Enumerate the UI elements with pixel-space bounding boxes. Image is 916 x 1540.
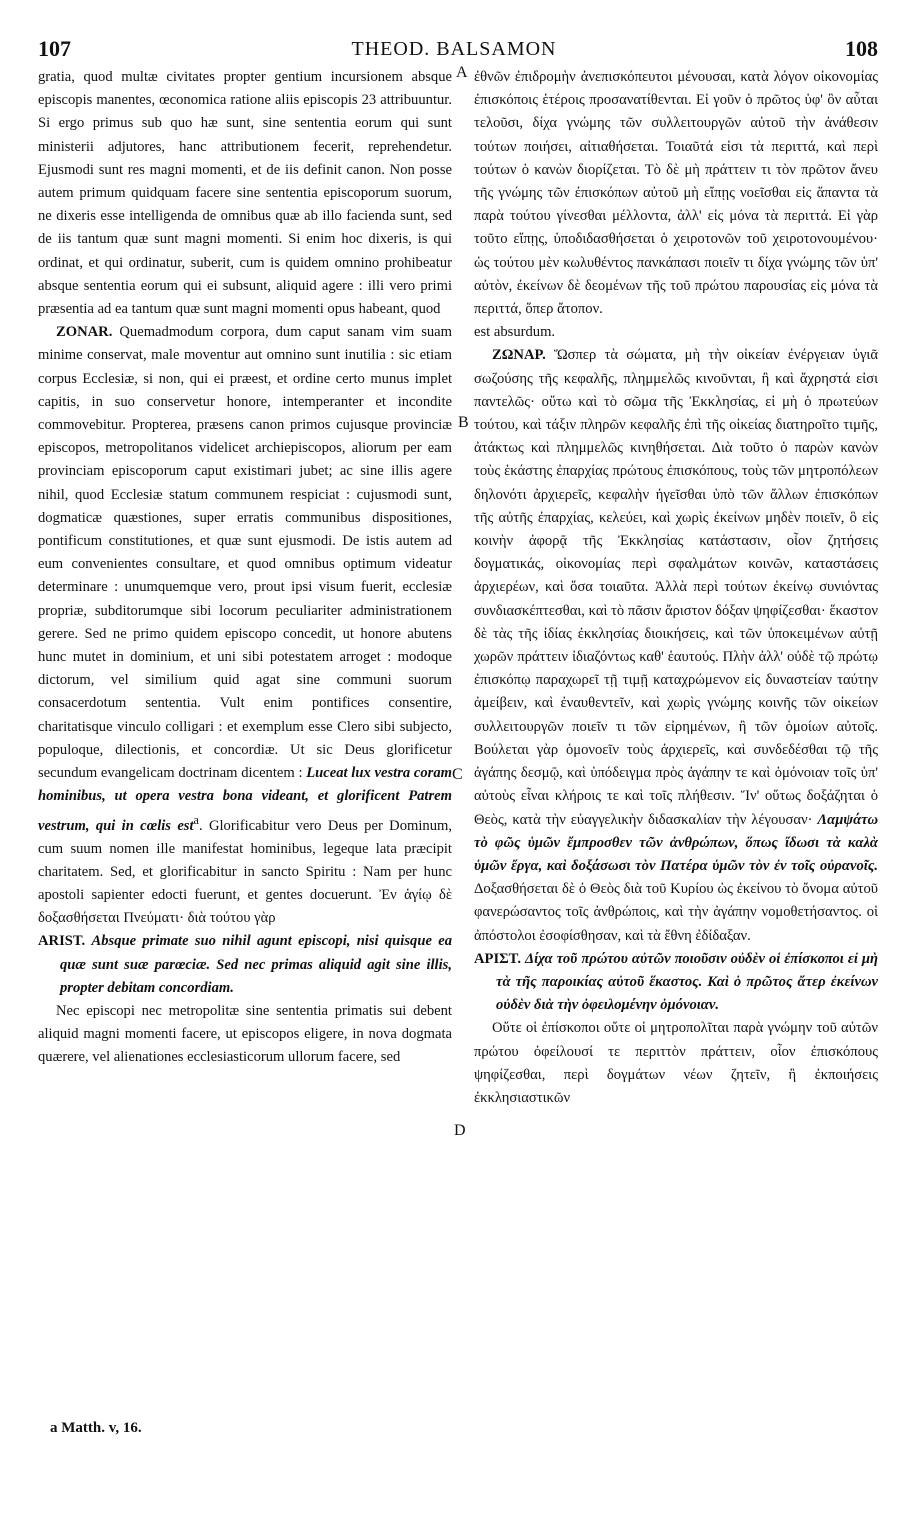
greek-paragraph-3: Οὔτε οἱ ἐπίσκοποι οὔτε οἱ μητροπολῖται παρὰ γνώμην τοῦ αὐτῶν πρώτου ὀφείλουσί τε περιττὸν πράττειν, οἷον ἐπισκόπους ψηφίζεσθαι, περὶ δογμάτων νέων ζητεῖν, ἢ ἐκποιήσεις ἐκκλησιαστικῶν <box>474 1020 878 1106</box>
latin-column <box>38 66 452 1070</box>
margin-marker-a: A <box>456 64 468 81</box>
latin-carry-text: est absurdum. <box>474 324 556 341</box>
zonar-text-greek-end: Δοξασθήσεται δὲ ὁ Θεὸς διὰ τοῦ Κυρίου ὡς ἐκείνου τὸ ὄνομα αὐτοῦ φανερώσαντος τοῖς ἀνθρώποις, καὶ τὴν ἀγάπην νομοθετήσαντος. οἱ ἀπόστολοι ἐσοφίσθησαν, καὶ τὰ ἔθνη ἐδίδαξαν. <box>474 881 878 944</box>
page-number-right: 108 <box>845 36 878 61</box>
arist-label-greek: ΑΡΙΣΤ. <box>474 950 521 967</box>
running-title: THEOD. BALSAMON <box>351 38 557 60</box>
page-number-left: 107 <box>38 36 71 61</box>
greek-arist-paragraph <box>474 948 878 1018</box>
gospel-quote-latin: Luceat lux vestra coram hominibus, ut opera vestra bona videant, et glorificent Patrem vestrum, qui in cœlis est <box>38 765 452 834</box>
zonar-label-latin: ZONAR. <box>56 324 113 341</box>
arist-text-greek: Δίχα τοῦ πρώτου αὐτῶν ποιοῦσιν οὐδὲν οἱ ἐπίσκοποι εἰ μὴ τὰ τῆς παροικίας αὐτοῦ ἕκαστος. Καὶ ὁ πρῶτος ἄτερ ἐκείνων οὐδὲν διὰ τὴν ὀφειλομένην ὁμόνοιαν. <box>496 950 878 1014</box>
latin-arist-paragraph <box>38 930 452 1000</box>
page-header <box>30 36 878 62</box>
latin-paragraph-1: gratia, quod multæ civitates propter gentium incursionem absque episcopis manentes, œconomica ratione aliis episcopis 23 attribuuntur. Si ergo primus sub quo hæ sunt, sine sententia eorum qui sunt ministerii adjutores, hanc attributionem fecerit, reprehendetur. Ejusmodi sunt res magni momenti, et de iis definit canon. Non posse autem primum quidquam facere sine sententia episcoporum suorum, ne dixeris esse intelligenda de omnibus quæ ab illo facienda sunt, sed de iis tantum quæ sunt magni momenti. Si enim hoc dixeris, is qui ordinat, et qui ordinatur, suberit, cum is quidem omnino prohibeatur absque sententia eorum qui ei subsunt, aliquid agere : illi vero primi præsentia ad ea tantum quæ sunt magni momenti opus habeant, quod <box>38 69 452 318</box>
arist-label-latin: ARIST. <box>38 933 86 950</box>
footnote-ref: a <box>193 812 199 827</box>
greek-column <box>474 66 878 1110</box>
greek-carry-line: Ἐν ἁγίῳ δὲ δοξασθήσεται Πνεύματι· διὰ τούτου γὰρ <box>38 886 452 927</box>
latin-zonar-paragraph <box>38 321 452 930</box>
zonar-label-greek: ΖΩΝΑΡ. <box>492 347 546 364</box>
margin-marker-c: C <box>452 766 463 783</box>
zonar-text-latin-end: . Glorificabitur vero Deus per Dominum, cum suum nomen ille manifestat hominibus, legeque lata præcipit charitatem. Sed, et glorificabitur in sancto Spiritu : Nam per hunc apostoli sapienter edocti fuerunt, et gentes docuerunt. <box>38 817 452 903</box>
zonar-text-greek: Ὥσπερ τὰ σώματα, μὴ τὴν οἰκείαν ἐνέργειαν ὑγιᾶ σωζούσης τῆς κεφαλῆς, πλημμελῶς κινοῦνται, ἢ καὶ ἄχρηστά εἰσι παντελῶς· οὕτω καὶ τὸ σῶμα τῆς Ἐκκλησίας, εἰ μὴ ὁ πρωτεύων τούτου, καὶ τάξιν πληρῶν κεφαλῆς ἐπὶ τῆς οἰκείας διατηροῖτο τιμῆς, ἀτάκτως καὶ πλημμελῶς κινηθήσεται. Διὰ τοῦτο ὁ παρὼν κανὼν τοὺς ἑκάστης ἐπαρχίας πρώτους ἐπισκόπους, τοὺς τῶν μητροπόλεων δηλονότι ἀρχιερεῖς, κεφαλὴν ἡγεῖσθαι ὑπὸ τῶν ἄλλων ἐπισκόπων τῆς αὐτῆς ἐπαρχίας, κελεύει, καὶ χωρὶς ἐκείνων μηδὲν ποιεῖν, ὃ εἰς κοινὴν ἀφορᾷ τῆς Ἐκκλησίας κατάστασιν, οἷον ζητήσεις δογματικάς, οἰκονομίας περὶ σφαλμάτων κοινῶν, καταστάσεις ἀρχιερέων, καὶ ὅσα τοιαῦτα. Ἀλλὰ περὶ τούτων ἐκείνῳ συνιόντας συνδιασκέπτεσθαι, καὶ τὸ πᾶσιν ἄριστον δόξαν ψηφίζεσθαι· ἕκαστον δὲ τὰς τῆς ἰδίας ἐκκλησίας διοικήσεις, καὶ τῶν ὑποκειμένων αὐτῇ χωρῶν πράττειν ἰδιαζόντως καθ' ἑαυτούς. Πλὴν ἀλλ' οὐδὲ τῷ πρώτῳ ἐπισκόπῳ παραχωρεῖ τῇ τιμῇ καταχρώμενον εἰς δυναστείαν ταύτην ἀμείβειν, καὶ ἐναυθεντεῖν, καὶ χωρὶς γνώμης κοινῆς τῶν οἰκείων συλλειτουργῶν ποιεῖν τι τῶν εἰρημένων, ἢ τῶν ὁμοίων αὐτοῖς. Βούλεται γὰρ ὁμονοεῖν τοὺς ἀρχιερεῖς, καὶ συνδεδέσθαι τῷ τῆς ἀγάπης δεσμῷ, καὶ ὑπόδειγμα πρὸς ἀγάπην τε καὶ ὁμόνοιαν τοῖς ὑπ' αὐτοὺς εἶναι κλήροις τε καὶ τοῖς πλήθεσιν. Ἵν' οὕτως δοξάζηται ὁ Θεὸς, κατὰ τὴν εὐαγγελικὴν διδασκαλίαν τὴν λέγουσαν· <box>474 347 878 828</box>
margin-marker-d: D <box>454 1122 466 1139</box>
greek-zonar-paragraph <box>474 344 878 947</box>
latin-paragraph-3: Nec episcopi nec metropolitæ sine sententia primatis sui debent aliquid magni momenti facere, ut episcopos eligere, in nova dogmata quærere, vel alienationes ecclesiasticorum ullorum facere, sed <box>38 1002 452 1066</box>
zonar-text-latin: Quemadmodum corpora, dum caput sanam vim suam minime conservat, male moventur aut omnino sunt inutilia : sic etiam corpus Ecclesiæ, si non, qui ei præest, et ordine certo munus implet capitis, in suo conservetur honore, intemperanter et incondite commovebitur. Propterea, præsens canon primos cujusque provinciæ episcopos, metropolitanos videlicet archiepiscopos, aliorum per eam provinciam episcoporum caput existimari jubet; ac sine illis agere nihil, quod Ecclesiæ statum communem respiciat : cujusmodi sunt, dogmaticæ quæstiones, super erratis communibus dispositiones, pontificum constitutiones, et quæ sunt ejusmodi. De istis autem ad eum convenientes consultare, et quod omnibus optimum videatur determinare : unumquemque vero, prout ipsi visum fuerit, ecclesiæ propriæ, subditorumque sibi locorum peculiariter administrationem gerere. Sed ne primo quidem episcopo concedit, ut honore abutens hunc mutet in dominium, et uni sibi potestatem arroget : modoque dictorum, vel similium quid agat sine communi suorum consacerdotum sententia. Vult enim pontifices consentire, charitatisque vinculo colligari : et exemplum esse Clero sibi subjecto, populoque, dilectionis, et concordiæ. Ut sic Deus glorificetur secundum evangelicam doctrinam dicentem : <box>38 324 452 782</box>
arist-text-latin: Absque primate suo nihil agunt episcopi, nisi quisque ea quæ sunt suæ parœciæ. Sed nec primas aliquid agit sine illis, propter debitam concordiam. <box>60 933 452 996</box>
footnote: a Matth. v, 16. <box>50 1420 142 1436</box>
greek-paragraph-1: ἐθνῶν ἐπιδρομὴν ἀνεπισκόπευτοι μένουσαι, κατὰ λόγον οἰκονομίας ἐπισκόποις ἑτέροις προσανατίθενται. Εἰ γοῦν ὁ πρῶτος ὑφ' ὃν αὗται τελοῦσι, δίχα γνώμης τῶν συλλειτουργῶν αὐτοῦ τὴν ἀνάθεσιν τούτων ποιήσει, αἰτιαθήσεται. Τοιαῦτά εἰσι τὰ περιττά, καὶ περὶ τούτων ὁ κανὼν διορίζεται. Τὸ δὲ μὴ πράττειν τι τὸν πρῶτον ἄνευ τῆς γνώμης τῶν ἐπισκόπων αὐτοῦ μὴ εἴπῃς νοεῖσθαι εἰς ἅπαντα τὰ παρὰ τούτου γίνεσθαι μέλλοντα, ἀλλ' εἰς μόνα τὰ περιττά. Εἰ γὰρ τοῦτο εἴπῃς, ὑποδιδασθήσεται ὁ χειροτονῶν τοῦ χειροτονουμένου· ὡς τούτου μὲν κωλυθέντος πανκάπασι ποιεῖν τι δίχα γνώμης τῶν ὑπ' αὐτὸν, ἐκείνων δὲ δεομένων τῆς τοῦ πρώτου παρουσίας εἰς μόνα τὰ περιττά, ὅπερ ἄτοπον. <box>474 69 878 318</box>
margin-marker-b: B <box>458 414 469 431</box>
gospel-quote-greek: Λαμψάτω τὸ φῶς ὑμῶν ἔμπροσθεν τῶν ἀνθρώπων, ὅπως ἴδωσι τὰ καλὰ ὑμῶν ἔργα, καὶ δοξάσωσι τὸν Πατέρα ὑμῶν τὸν ἐν τοῖς οὐρανοῖς. <box>474 811 879 874</box>
